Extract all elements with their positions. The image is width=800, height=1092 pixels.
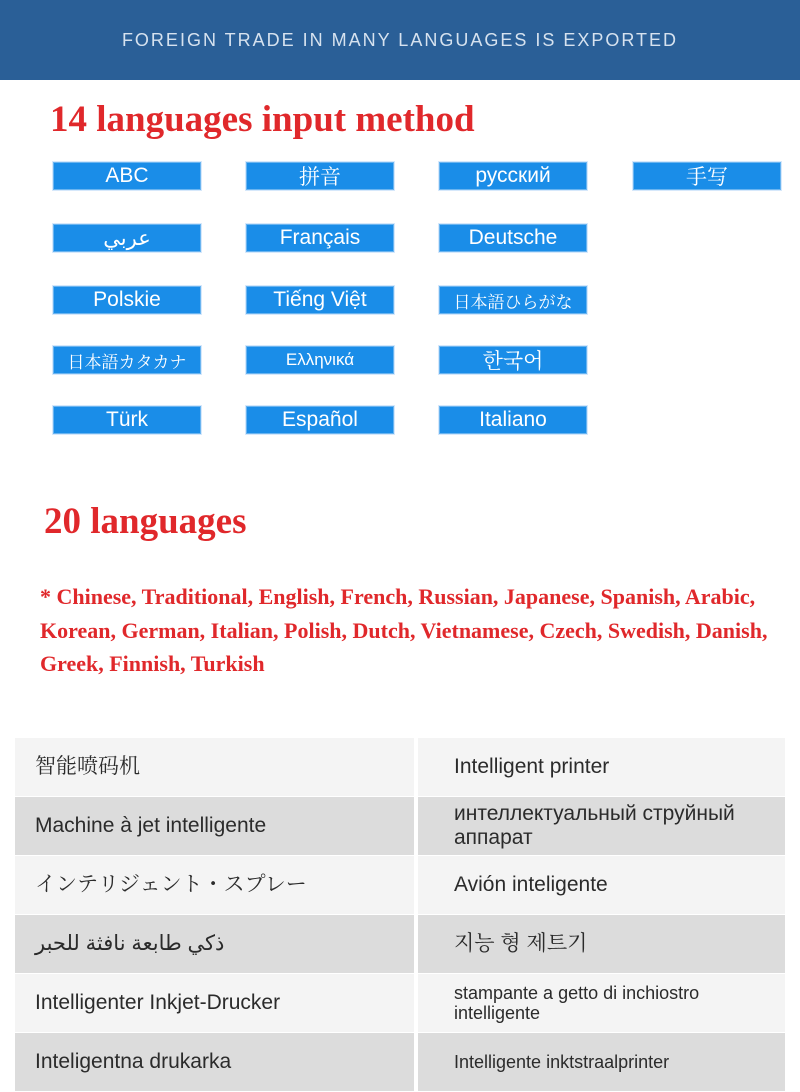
table-cell-korean: 지능 형 제트기: [418, 915, 785, 973]
table-row: [15, 915, 785, 974]
table-row: [15, 797, 785, 856]
lang-button-katakana[interactable]: 日本語カタカナ: [52, 345, 202, 375]
header-banner: [0, 0, 800, 80]
lang-button-greek[interactable]: Ελληνικά: [245, 345, 395, 375]
input-method-heading: 14 languages input method: [50, 99, 475, 140]
languages-heading: 20 languages: [44, 501, 247, 542]
lang-button-hiragana[interactable]: 日本語ひらがな: [438, 285, 588, 315]
lang-button-handwriting[interactable]: 手写: [632, 161, 782, 191]
table-cell-english: Intelligent printer: [418, 738, 785, 796]
table-column-divider: [414, 738, 418, 1092]
lang-button-arabic[interactable]: عربي: [52, 223, 202, 253]
banner-title: FOREIGN TRADE IN MANY LANGUAGES IS EXPORTED: [121, 29, 679, 50]
table-cell-german: Intelligenter Inkjet-Drucker: [15, 974, 414, 1032]
lang-button-korean[interactable]: 한국어: [438, 345, 588, 375]
table-cell-russian: интеллектуальный струйный аппарат: [418, 797, 785, 855]
table-cell-italian: stampante a getto di inchiostro intelligente: [418, 974, 785, 1032]
table-cell-dutch: Intelligente inktstraalprinter: [418, 1033, 785, 1091]
table-row: [15, 1033, 785, 1092]
table-cell-spanish: Avión inteligente: [418, 856, 785, 914]
lang-button-german[interactable]: Deutsche: [438, 223, 588, 253]
lang-button-vietnamese[interactable]: Tiếng Việt: [245, 285, 395, 315]
table-cell-polish: Inteligentna drukarka: [15, 1033, 414, 1091]
table-row: [15, 974, 785, 1033]
lang-button-polish[interactable]: Polskie: [52, 285, 202, 315]
table-cell-french: Machine à jet intelligente: [15, 797, 414, 855]
lang-button-french[interactable]: Français: [245, 223, 395, 253]
table-row: [15, 856, 785, 915]
table-cell-japanese: インテリジェント・スプレー: [15, 856, 414, 914]
lang-button-abc[interactable]: ABC: [52, 161, 202, 191]
table-row: [15, 738, 785, 797]
lang-button-turkish[interactable]: Türk: [52, 405, 202, 435]
table-cell-chinese: 智能喷码机: [15, 738, 414, 796]
lang-button-russian[interactable]: русский: [438, 161, 588, 191]
table-cell-arabic: ذكي طابعة نافثة للحبر: [15, 915, 414, 973]
lang-button-pinyin[interactable]: 拼音: [245, 161, 395, 191]
lang-button-spanish[interactable]: Español: [245, 405, 395, 435]
languages-list: * Chinese, Traditional, English, French, Russian, Japanese, Spanish, Arabic, Korean, German, Italian, Polish, Dutch, Vietnamese, Czech, Swedish, Danish, Greek, Finnish, Turkish: [40, 584, 768, 676]
lang-button-italian[interactable]: Italiano: [438, 405, 588, 435]
